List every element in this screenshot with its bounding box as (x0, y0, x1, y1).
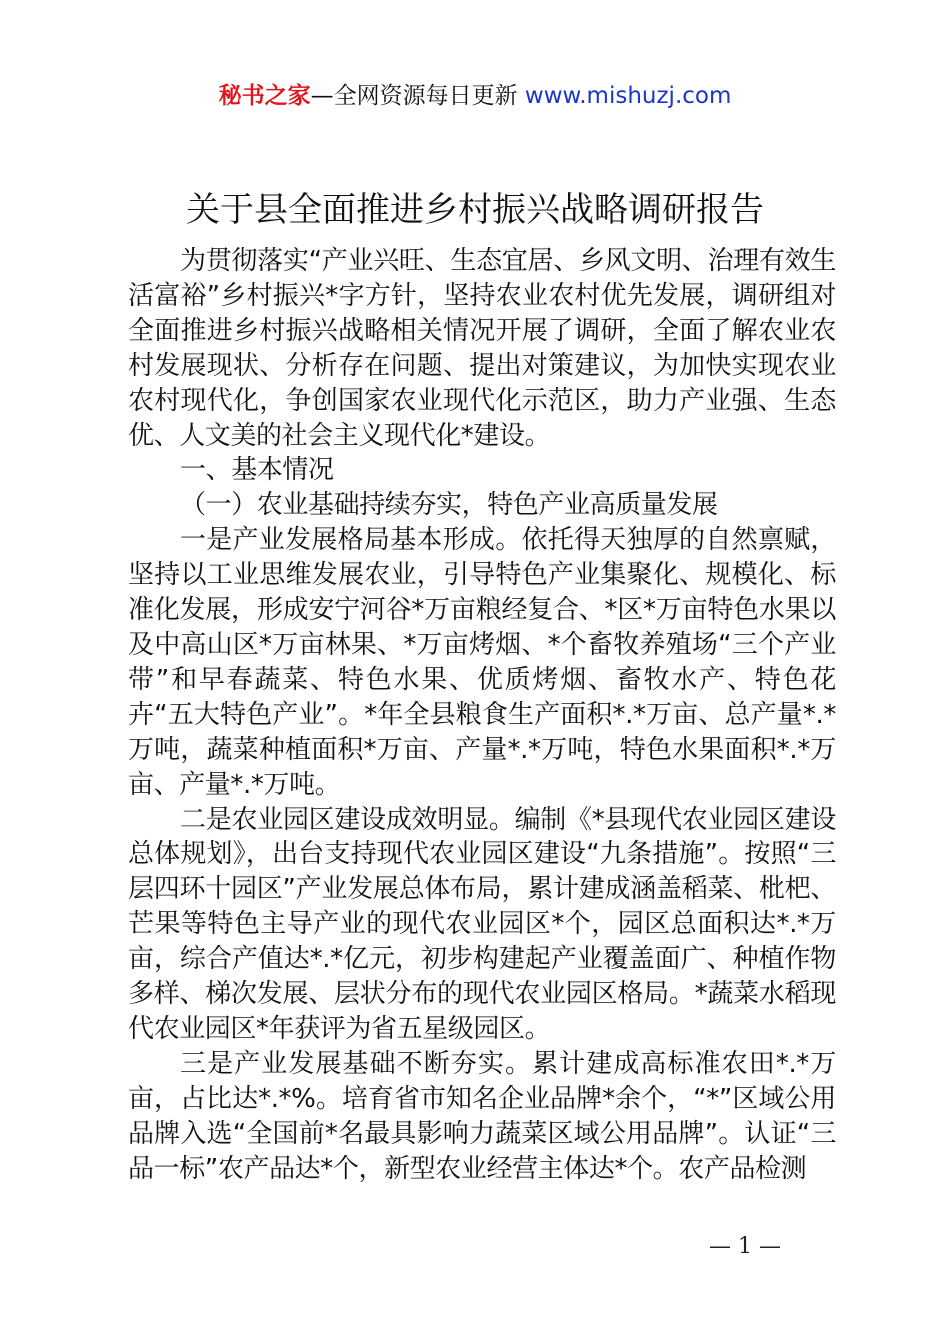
site-url[interactable]: www.mishuzj.com (524, 83, 732, 109)
body-paragraph: 一是产业发展格局基本形成。依托得天独厚的自然禀赋，坚持以工业思维发展农业，引导特色产业集聚化、规模化、标准化发展，形成安宁河谷*万亩粮经复合、*区*万亩特色水果以及中高山区*万亩林果、*万亩烤烟、*个畜牧养殖场“三个产业带”和早春蔬菜、特色水果、优质烤烟、畜牧水产、特色花卉“五大特色产业”。*年全县粮食生产面积*.*万亩、总产量*.*万吨，蔬菜种植面积*万亩、产量*.*万吨，特色水果面积*.*万亩、产量*.*万吨。 (128, 525, 836, 800)
body-paragraph: 二是农业园区建设成效明显。编制《*县现代农业园区建设总体规划》，出台支持现代农业园区建设“九条措施”。按照“三层四环十园区”产业发展总体布局，累计建成涵盖稻菜、枇杷、芒果等特色主导产业的现代农业园区*个，园区总面积达*.*万亩，综合产值达*.*亿元，初步构建起产业覆盖面广、种植作物多样、梯次发展、层状分布的现代农业园区格局。*蔬菜水稻现代农业园区*年获评为省五星级园区。 (128, 804, 836, 1044)
document-title: 关于县全面推进乡村振兴战略调研报告 (186, 190, 764, 230)
body-paragraph: 三是产业发展基础不断夯实。累计建成高标准农田*.*万亩，占比达*.*%。培育省市知名企业品牌*余个，“*”区域公用品牌入选“全国前*名最具影响力蔬菜区域公用品牌”。认证“三品一标”农产品达*个，新型农业经营主体达*个。农产品检测 (128, 1048, 836, 1184)
brand-name: 秘书之家 (218, 83, 311, 109)
banner-tagline: —全网资源每日更新 (310, 83, 525, 109)
page-number: — 1 — (709, 1234, 781, 1259)
document-body (128, 244, 836, 1186)
intro-paragraph: 为贯彻落实“产业兴旺、生态宜居、乡风文明、治理有效生活富裕”乡村振兴*字方针，坚持农业农村优先发展，调研组对全面推进乡村振兴战略相关情况开展了调研，全面了解农业农村发展现状、分析存在问题、提出对策建议，为加快实现农业农村现代化，争创国家农业现代化示范区，助力产业强、生态优、人文美的社会主义现代化*建设。 (128, 246, 836, 451)
section-heading: 一、基本情况 (180, 455, 334, 486)
subsection-heading: （一）农业基础持续夯实，特色产业高质量发展 (180, 490, 718, 521)
site-banner (0, 80, 950, 112)
